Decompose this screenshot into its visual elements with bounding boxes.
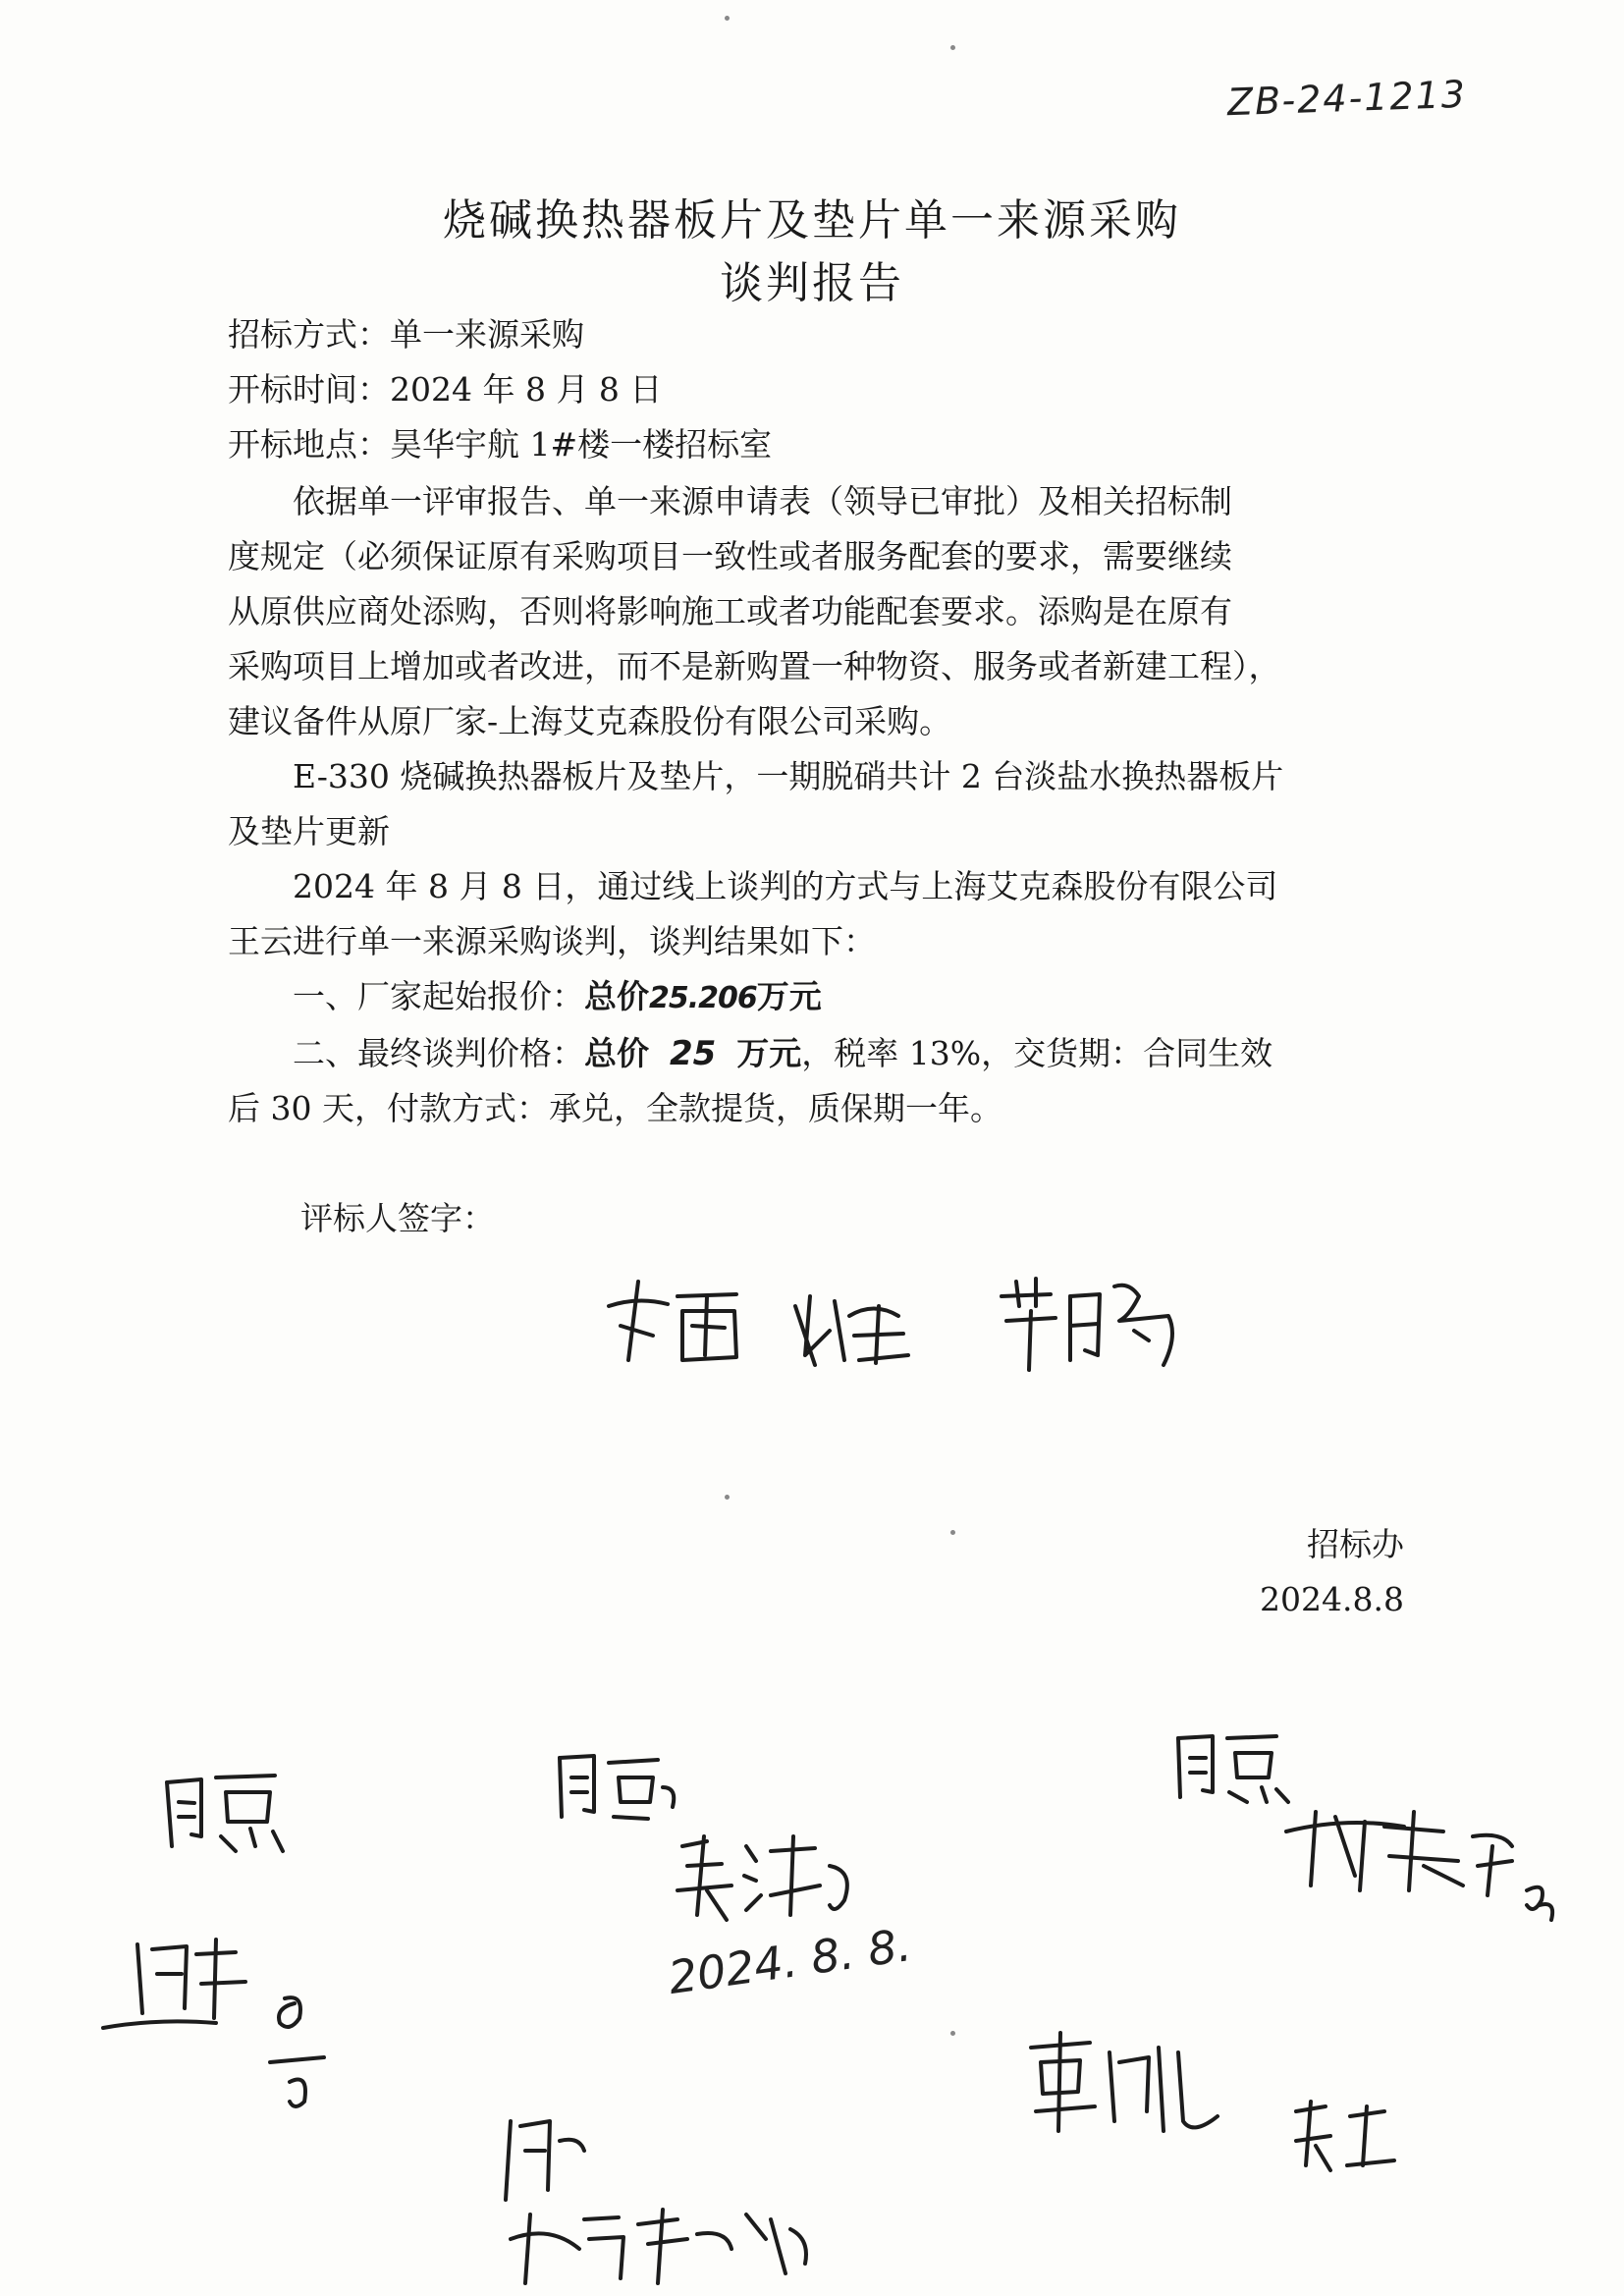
field-value: 2024 年 8 月 8 日 [390, 370, 663, 409]
paragraph-line: 建议备件从原厂家-上海艾克森股份有限公司采购。 [228, 702, 952, 740]
total-prefix: 总价 [584, 977, 649, 1015]
document-subtitle: 谈判报告 [720, 258, 904, 308]
document-title: 烧碱换热器板片及垫片单一来源采购 [443, 195, 1181, 246]
scan-speck [725, 16, 730, 21]
approval-signature-8 [1286, 2092, 1404, 2180]
approval-date-handwritten: 2024. 8. 8. [665, 1917, 915, 2005]
paragraph-line: 从原供应商处添购，否则将影响施工或者功能配套要求。添购是在原有 [228, 592, 1232, 630]
handwritten-amount: 25.206 [649, 981, 757, 1015]
paragraph-line: 2024 年 8 月 8 日，通过线上谈判的方式与上海艾克森股份有限公司 [293, 867, 1278, 905]
result-label: 一、厂家起始报价： [293, 977, 584, 1015]
approval-signature-2 [98, 1925, 334, 2151]
approval-signature-6 [1276, 1797, 1571, 1925]
result-label: 二、最终谈判价格： [293, 1034, 584, 1072]
paragraph-line: 度规定（必须保证原有采购项目一致性或者服务配套的要求，需要继续 [228, 537, 1232, 575]
document-number: ZB-24-1213 [1226, 72, 1468, 125]
field-label: 开标时间： [228, 370, 390, 409]
field-label: 招标方式： [228, 315, 390, 354]
result-initial-quote [228, 968, 1490, 1027]
paragraph-line: E-330 烧碱换热器板片及垫片，一期脱硝共计 2 台淡盐水换热器板片 [293, 757, 1284, 795]
handwritten-amount: 25 [669, 1034, 717, 1073]
field-value: 单一来源采购 [390, 315, 584, 354]
evaluator-signature-1 [599, 1267, 746, 1375]
issue-date: 2024.8.8 [1260, 1580, 1404, 1618]
amount-unit: 万元 [756, 977, 822, 1015]
approval-signature-3 [550, 1748, 687, 1827]
evaluator-signature-3 [992, 1267, 1188, 1375]
scan-speck [950, 45, 955, 50]
field-label: 开标地点： [228, 425, 390, 464]
scan-speck [950, 2031, 955, 2036]
issuing-office: 招标办 [1307, 1525, 1404, 1563]
approval-signature-1 [157, 1768, 295, 1856]
paragraph-line: 后 30 天，付款方式：承兑，全款提货，质保期一年。 [228, 1089, 1002, 1127]
result-final-price [228, 1025, 1490, 1082]
approval-signature-9 [491, 2102, 825, 2288]
evaluator-signature-2 [785, 1277, 913, 1375]
approval-signature-5 [1168, 1728, 1296, 1807]
scan-speck [725, 1495, 730, 1500]
approval-signature-7 [1021, 2023, 1237, 2151]
field-opening-location [228, 416, 1426, 473]
amount-unit: 万元 [736, 1034, 802, 1072]
field-opening-time [228, 361, 1426, 418]
approval-signature-4 [668, 1827, 864, 1925]
paragraph-line: 采购项目上增加或者改进，而不是新购置一种物资、服务或者新建工程）， [228, 647, 1281, 685]
paragraph-line: 依据单一评审报告、单一来源申请表（领导已审批）及相关招标制 [293, 482, 1232, 520]
evaluator-signature-label: 评标人签字： [300, 1199, 495, 1237]
paragraph-line: 王云进行单一来源采购谈判，谈判结果如下： [228, 922, 876, 960]
result-terms: ，税率 13%，交货期：合同生效 [801, 1034, 1273, 1072]
field-method [228, 306, 1426, 363]
field-value: 昊华宇航 1#楼一楼招标室 [390, 425, 773, 464]
paragraph-line: 及垫片更新 [228, 812, 390, 850]
scan-speck [950, 1530, 955, 1535]
total-prefix: 总价 [584, 1034, 649, 1072]
